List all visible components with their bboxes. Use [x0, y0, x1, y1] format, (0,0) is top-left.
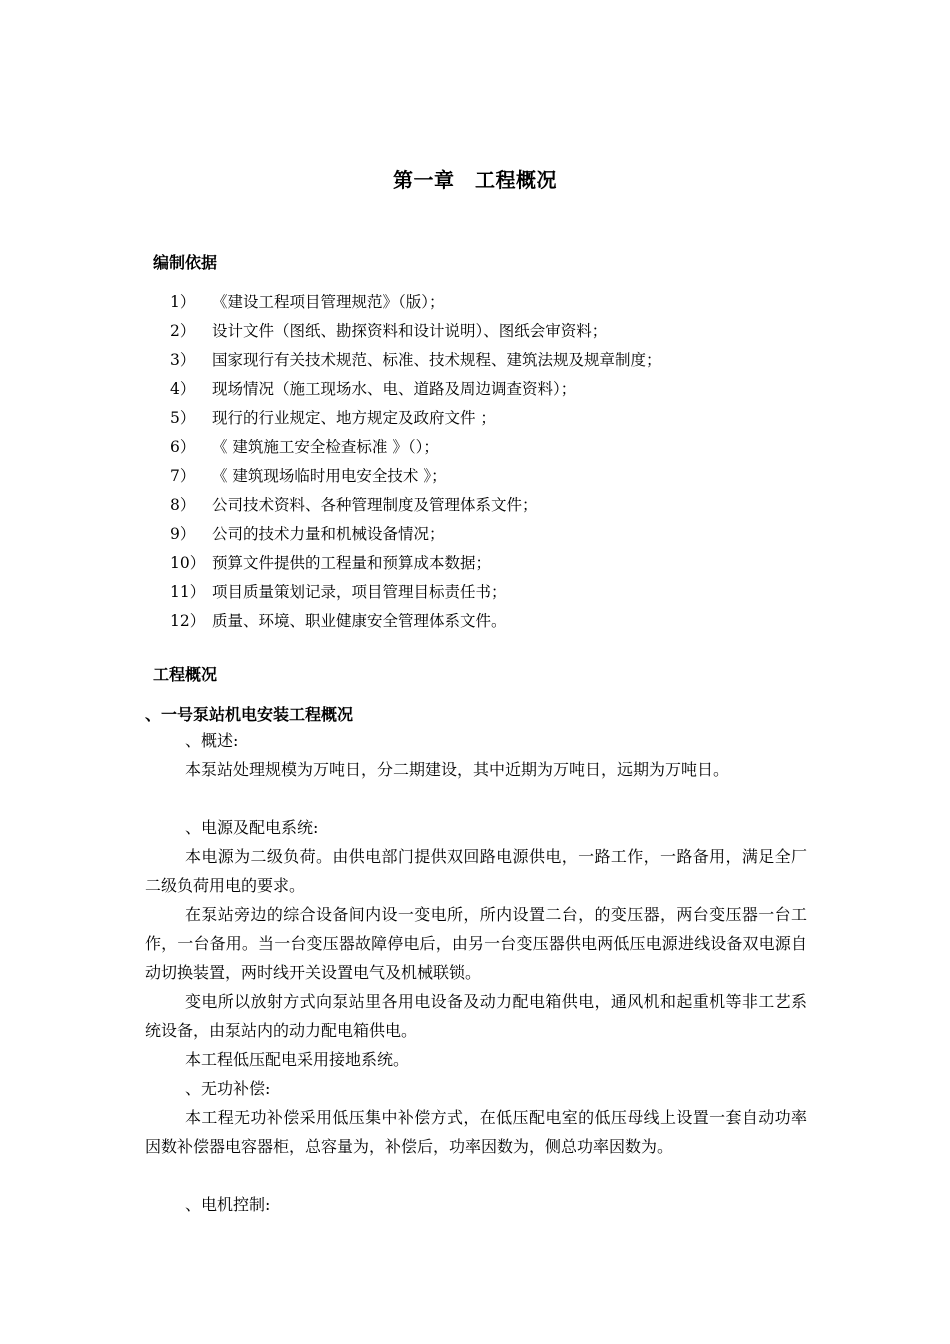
basis-list — [170, 288, 662, 636]
overview-label: 、概述: — [185, 731, 239, 750]
subsection-heading-pump-station: 、一号泵站机电安装工程概况 — [145, 705, 354, 724]
list-item: 8） 公司技术资料、各种管理制度及管理体系文件； — [170, 496, 538, 514]
list-item: 9） 公司的技术力量和机械设备情况； — [170, 525, 445, 543]
section-heading-overview: 工程概况 — [153, 665, 218, 684]
power-paragraph-1: 本电源为二级负荷。由供电部门提供双回路电源供电，一路工作，一路备用，满足全厂二级负荷用电的要求。 — [145, 847, 807, 895]
list-item: 6） 《 建筑施工安全检查标准 》（）； — [170, 438, 439, 456]
list-item: 12） 质量、环境、职业健康安全管理体系文件。 — [170, 612, 507, 630]
list-item: 10） 预算文件提供的工程量和预算成本数据； — [170, 554, 492, 572]
power-label: 、电源及配电系统: — [185, 818, 319, 837]
list-item: 11） 项目质量策划记录，项目管理目标责任书； — [170, 583, 507, 601]
list-item: 4） 现场情况（施工现场水、电、道路及周边调查资料）； — [170, 380, 577, 398]
section-heading-basis: 编制依据 — [153, 253, 218, 272]
reactive-label: 、无功补偿: — [185, 1079, 271, 1098]
power-paragraph-2: 在泵站旁边的综合设备间内设一变电所，所内设置二台，的变压器，两台变压器一台工作，一台备用。当一台变压器故障停电后，由另一台变压器供电两低压电源进线设备双电源自动切换装置，两时线开关设置电气及机械联锁。 — [145, 905, 807, 982]
list-item: 3） 国家现行有关技术规范、标准、技术规程、建筑法规及规章制度； — [170, 351, 662, 369]
list-item: 7） 《 建筑现场临时用电安全技术 》； — [170, 467, 447, 485]
motor-label: 、电机控制: — [185, 1195, 271, 1214]
power-paragraph-3: 变电所以放射方式向泵站里各用电设备及动力配电箱供电，通风机和起重机等非工艺系统设备，由泵站内的动力配电箱供电。 — [145, 992, 807, 1040]
overview-paragraph: 本泵站处理规模为万吨日，分二期建设，其中近期为万吨日，远期为万吨日。 — [185, 760, 730, 779]
chapter-title: 第一章 工程概况 — [393, 168, 557, 192]
power-paragraph-4: 本工程低压配电采用接地系统。 — [185, 1050, 410, 1069]
list-item: 2） 设计文件（图纸、勘探资料和设计说明）、图纸会审资料； — [170, 322, 608, 340]
list-item: 5） 现行的行业规定、地方规定及政府文件 ； — [170, 409, 496, 427]
list-item: 1） 《建设工程项目管理规范》（版）； — [170, 293, 445, 311]
reactive-paragraph: 本工程无功补偿采用低压集中补偿方式，在低压配电室的低压母线上设置一套自动功率因数补偿器电容器柜，总容量为，补偿后，功率因数为，侧总功率因数为。 — [145, 1108, 807, 1156]
